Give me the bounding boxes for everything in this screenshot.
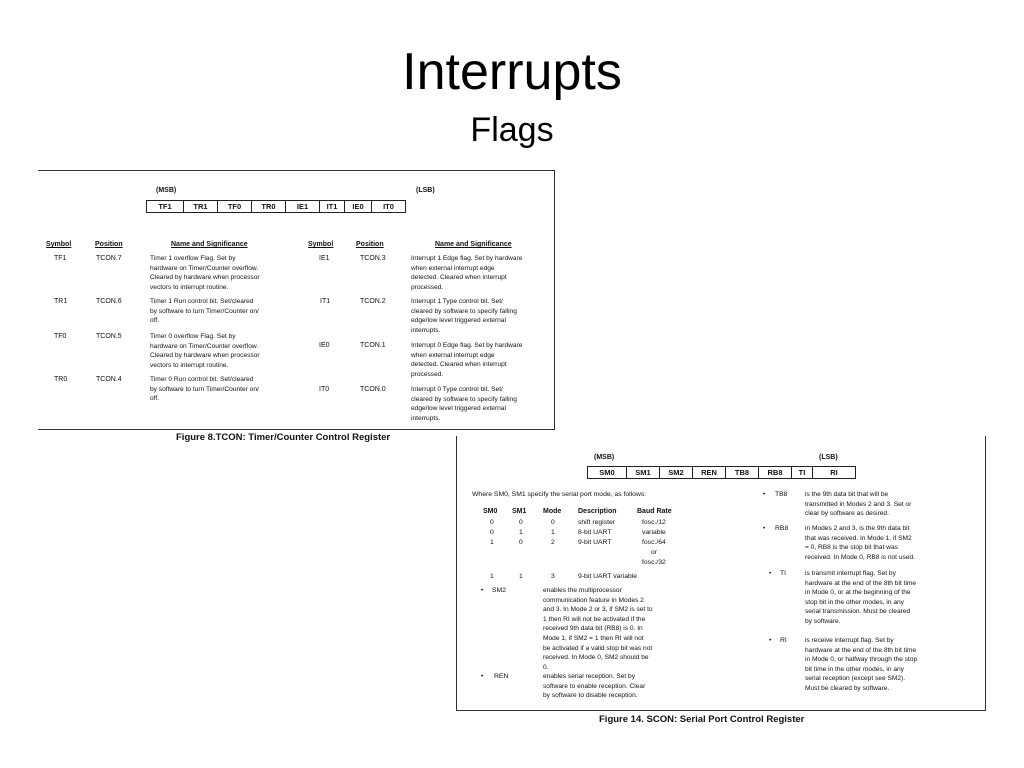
scon-bit-cell: REN: [692, 466, 726, 479]
scon-figure-caption: Figure 14. SCON: Serial Port Control Register: [599, 714, 805, 725]
mode-baud-rate: or: [651, 549, 658, 556]
bullet: •: [769, 637, 772, 644]
mode-description: shift register: [578, 519, 616, 526]
tcon-figure: [38, 170, 555, 430]
mode-sm0: 1: [490, 539, 494, 546]
scon-description: enables serial reception. Set by software to enable reception. Clear by software to disable reception.: [543, 673, 646, 700]
bullet: •: [769, 570, 772, 577]
slide-title: Interrupts: [402, 43, 622, 101]
tcon-header-position-right: Position: [356, 241, 384, 248]
mode-header-mode: Mode: [543, 508, 562, 515]
tcon-bit-cell: IT1: [319, 200, 345, 213]
mode-number: 0: [551, 519, 555, 526]
tcon-bit-cell: TR0: [251, 200, 286, 213]
scon-bit-cell: TB8: [725, 466, 759, 479]
scon-lsb-label: (LSB): [819, 454, 838, 461]
bullet: •: [481, 587, 484, 594]
scon-bit-cell: RI: [812, 466, 856, 479]
mode-sm1: 0: [519, 539, 523, 546]
scon-description: in Modes 2 and 3, is the 9th data bit that was received. In Mode 1, if SM2 = 0, RB8 is the stop bit that was received. In Mode 0, RB8 is not used.: [805, 525, 915, 561]
tcon-bit-cell: TF1: [146, 200, 184, 213]
mode-header-sm0: SM0: [483, 508, 498, 515]
scon-symbol: TB8: [775, 491, 788, 498]
scon-symbol: SM2: [492, 587, 506, 594]
mode-description: 9-bit UART: [578, 539, 612, 546]
mode-number: 3: [551, 573, 555, 580]
tcon-header-symbol: Symbol: [46, 241, 72, 248]
mode-sm0: 0: [490, 519, 494, 526]
tcon-position: TCON.0: [360, 386, 386, 393]
scon-description: is transmit interrupt flag. Set by hardware at the end of the 8th bit time in Mode 0, or at the beginning of the stop bit in the other modes, in any serial transmission. Must be cleared by software.: [805, 570, 917, 625]
scon-symbol: RB8: [775, 525, 789, 532]
bullet: •: [481, 673, 484, 680]
tcon-position: TCON.2: [360, 298, 386, 305]
mode-description: 8-bit UART: [578, 529, 612, 536]
tcon-position: TCON.1: [360, 342, 386, 349]
scon-bit-cell: SM0: [587, 466, 627, 479]
mode-baud-rate: fosc./32: [642, 559, 666, 566]
tcon-position: TCON.5: [96, 333, 122, 340]
tcon-msb-label: (MSB): [156, 187, 177, 194]
tcon-symbol: TF1: [54, 255, 67, 262]
tcon-position: TCON.3: [360, 255, 386, 262]
tcon-header-position: Position: [95, 241, 123, 248]
tcon-header-name: Name and Significance: [171, 241, 248, 248]
scon-description: enables the multiprocessor communication feature in Modes 2 and 3. In Mode 2 or 3, if SM2 is set to 1 then RI will not be activated if the received 9th data bit (RB8) is 0. In Mode 1, if SM2 = 1 then RI will not be activated if a valid stop bit was not received. In Mode 0, SM2 should be 0.: [543, 587, 653, 671]
mode-header-sm1: SM1: [512, 508, 527, 515]
scon-msb-label: (MSB): [594, 454, 615, 461]
tcon-position: TCON.6: [96, 298, 122, 305]
mode-sm0: 1: [490, 573, 494, 580]
tcon-description: Timer 0 overflow Flag. Set by hardware on Timer/Counter overflow. Cleared by hardware when processor vectors to interrupt routine.: [150, 333, 260, 369]
tcon-symbol: TR1: [54, 298, 68, 305]
tcon-symbol: TR0: [54, 376, 68, 383]
mode-sm1: 1: [519, 529, 523, 536]
scon-symbol: REN: [494, 673, 509, 680]
mode-baud-rate: fosc./64: [642, 539, 666, 546]
mode-sm1: 1: [519, 573, 523, 580]
scon-bit-cell: SM2: [659, 466, 693, 479]
tcon-header-symbol-right: Symbol: [308, 241, 334, 248]
mode-header-description: Description: [578, 508, 617, 515]
tcon-position: TCON.7: [96, 255, 122, 262]
tcon-description: Interrupt 1 Edge flag. Set by hardware when external interrupt edge detected. Cleared when interrupt processed.: [411, 255, 523, 291]
tcon-lsb-label: (LSB): [416, 187, 435, 194]
mode-sm0: 0: [490, 529, 494, 536]
mode-sm1: 0: [519, 519, 523, 526]
tcon-description: Interrupt 0 Edge flag. Set by hardware when external interrupt edge detected. Cleared when interrupt processed.: [411, 342, 523, 378]
tcon-symbol: TF0: [54, 333, 67, 340]
tcon-description: Timer 0 Run control bit. Set/cleared by software to turn Timer/Counter on/ off.: [150, 376, 259, 403]
scon-description: is the 9th data bit that will be transmitted in Modes 2 and 3. Set or clear by software as desired.: [805, 491, 912, 518]
tcon-position: TCON.4: [96, 376, 122, 383]
tcon-figure-caption: Figure 8.TCON: Timer/Counter Control Register: [176, 432, 391, 443]
tcon-register-bits: [147, 200, 406, 213]
scon-bit-cell: SM1: [626, 466, 660, 479]
scon-register-bits: [588, 466, 856, 479]
mode-baud-rate: fosc./12: [642, 519, 666, 526]
scon-bit-cell: RB8: [758, 466, 792, 479]
scon-symbol: RI: [780, 637, 787, 644]
scon-figure: [456, 436, 986, 711]
mode-number: 1: [551, 529, 555, 536]
tcon-bit-cell: TR1: [183, 200, 218, 213]
tcon-bit-cell: IE0: [344, 200, 372, 213]
tcon-description: Interrupt 0 Type control bit. Set/ cleared by software to specify falling edge/low level triggered external interrupts.: [411, 386, 517, 422]
scon-intro-text: Where SM0, SM1 specify the serial port mode, as follows:: [472, 491, 647, 498]
bullet: •: [763, 525, 766, 532]
mode-baud-rate: variable: [642, 529, 666, 536]
tcon-bit-cell: TF0: [217, 200, 252, 213]
scon-symbol: TI: [780, 570, 787, 577]
tcon-symbol: IE1: [319, 255, 330, 262]
scon-description: is receive interrupt flag. Set by hardware at the end of the 8th bit time in Mode 0, or halfway through the stop bit time in the other modes, in any serial reception (except see SM2). Must be cleared by software.: [805, 637, 918, 692]
tcon-symbol: IE0: [319, 342, 330, 349]
mode-number: 2: [551, 539, 555, 546]
mode-header-baud-rate: Baud Rate: [637, 508, 672, 515]
tcon-description: Timer 1 overflow Flag. Set by hardware on Timer/Counter overflow. Cleared by hardware when processor vectors to interrupt routine.: [150, 255, 260, 291]
tcon-bit-cell: IE1: [285, 200, 320, 213]
tcon-bit-cell: IT0: [371, 200, 406, 213]
scon-bit-cell: TI: [791, 466, 813, 479]
tcon-description: Timer 1 Run control bit. Set/cleared by software to turn Timer/Counter on/ off.: [150, 298, 259, 325]
tcon-description: Interrupt 1 Type control bit. Set/ cleared by software to specify falling edge/low level triggered external interrupts.: [411, 298, 517, 334]
tcon-symbol: IT0: [319, 386, 330, 393]
tcon-header-name-right: Name and Significance: [435, 241, 512, 248]
mode-description: 9-bit UART variable: [578, 573, 638, 580]
slide-subtitle: Flags: [470, 111, 554, 149]
tcon-symbol: IT1: [320, 298, 331, 305]
bullet: •: [763, 491, 766, 498]
